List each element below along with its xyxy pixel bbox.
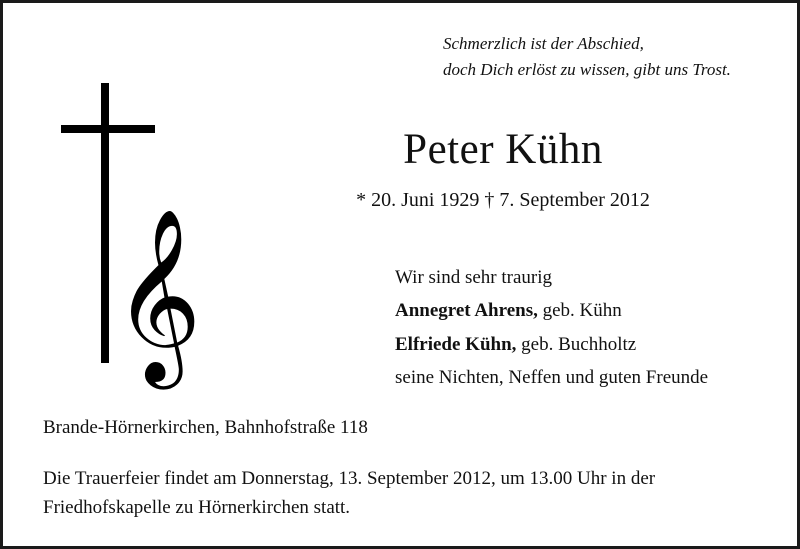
mourner-relation: geb. Kühn bbox=[537, 300, 622, 322]
epigraph-line-1: Schmerzlich ist der Abschied, bbox=[443, 34, 644, 53]
mourning-intro: Wir sind sehr traurig bbox=[395, 267, 553, 288]
mourner-entry bbox=[395, 294, 785, 327]
treble-clef-icon: 𝄞 bbox=[113, 208, 202, 382]
cross-horizontal-bar bbox=[61, 125, 155, 133]
mourner-name: Annegret Ahrens, bbox=[395, 300, 538, 322]
ceremony-details bbox=[43, 465, 769, 522]
ceremony-line-1: Die Trauerfeier findet am Donnerstag, 13. September 2012, um 13.00 Uhr in der bbox=[43, 468, 656, 489]
birth-death-dates: * 20. Juni 1929 † 7. September 2012 bbox=[356, 189, 650, 211]
mourners-block bbox=[395, 261, 785, 394]
address-line: Brande-Hörnerkirchen, Bahnhofstraße 118 bbox=[43, 417, 368, 438]
mourner-entry bbox=[395, 328, 785, 361]
mourners-general: seine Nichten, Neffen und guten Freunde bbox=[395, 366, 709, 388]
mourner-name: Elfriede Kühn, bbox=[395, 333, 517, 355]
epigraph-line-2: doch Dich erlöst zu wissen, gibt uns Trost. bbox=[443, 59, 731, 79]
ceremony-line-2: Friedhofskapelle zu Hörnerkirchen statt. bbox=[43, 496, 351, 518]
deceased-name: Peter Kühn bbox=[403, 126, 603, 173]
mourner-relation: geb. Buchholtz bbox=[516, 333, 637, 355]
epigraph bbox=[443, 31, 783, 82]
